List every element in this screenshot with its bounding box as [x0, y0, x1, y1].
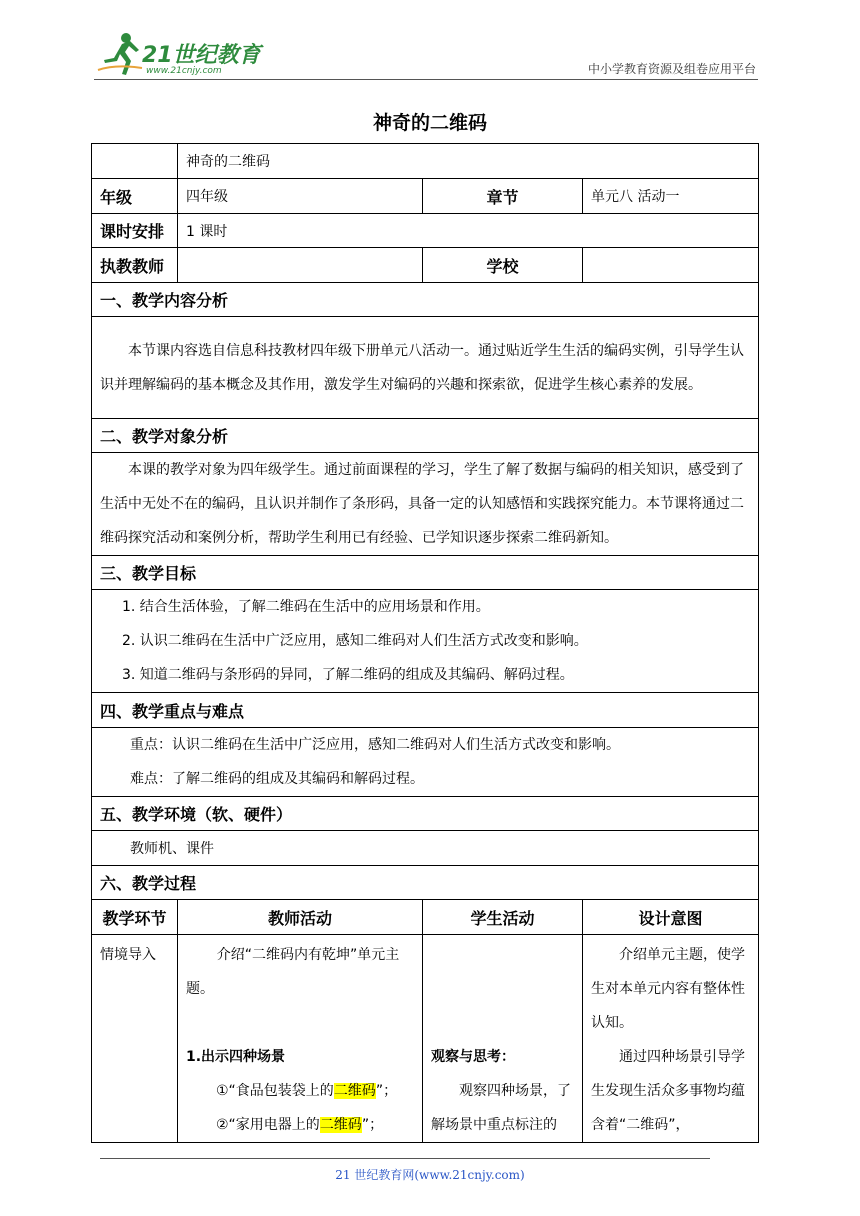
process-header-intent: 设计意图	[583, 900, 759, 935]
scene-item: ②“家用电器上的二维码”；	[216, 1117, 384, 1133]
chapter-value: 单元八 活动一	[583, 179, 759, 214]
footer-divider	[100, 1158, 710, 1159]
section-title-environment: 五、教学环境（软、硬件）	[92, 797, 759, 831]
highlight-qrcode: 二维码	[319, 1117, 362, 1133]
scene-item: ①“食品包装袋上的二维码”；	[216, 1083, 398, 1099]
chapter-label: 章节	[423, 179, 583, 214]
difficulty-text: 难点：了解二维码的组成及其编码和解码过程。	[130, 771, 424, 787]
goal-item: 1. 结合生活体验，了解二维码在生活中的应用场景和作用。	[122, 599, 490, 615]
stage-name: 情境导入	[92, 935, 178, 1143]
section-title-key-points: 四、教学重点与难点	[92, 693, 759, 728]
teacher-label: 执教教师	[92, 248, 178, 283]
key-points-cell	[92, 728, 759, 797]
process-header-teacher: 教师活动	[178, 900, 423, 935]
intent-text-1: 介绍单元主题，使学生对本单元内容有整体性认知。	[591, 947, 745, 1031]
student-analysis-text: 本课的教学对象为四年级学生。通过前面课程的学习，学生了解了数据与编码的相关知识，感受到了生活中无处不在的编码，且认识并制作了条形码，具备一定的认知感悟和实践探究能力。本节课将通过二维码探究活动和案例分析，帮助学生利用已有经验、已学知识逐步探索二维码新知。	[92, 453, 759, 556]
school-value	[583, 248, 759, 283]
environment-text: 教师机、课件	[92, 831, 759, 866]
logo-url: www.21cnjy.com	[146, 66, 222, 76]
topic-label-cell	[92, 144, 178, 179]
site-logo	[96, 30, 266, 80]
lesson-plan-table	[91, 143, 759, 1143]
section-title-content: 一、教学内容分析	[92, 283, 759, 317]
goal-item: 2. 认识二维码在生活中广泛应用，感知二维码对人们生活方式改变和影响。	[122, 633, 588, 649]
topic-row	[92, 144, 759, 179]
teacher-intro: 介绍“二维码内有乾坤”单元主题。	[186, 947, 400, 997]
teacher-value	[178, 248, 423, 283]
runner-logo-icon	[96, 30, 144, 78]
goals-cell	[92, 590, 759, 693]
section-title-goals: 三、教学目标	[92, 556, 759, 590]
section-title-students: 二、教学对象分析	[92, 419, 759, 453]
grade-value: 四年级	[178, 179, 423, 214]
process-row	[92, 935, 759, 1143]
topic-value: 神奇的二维码	[178, 144, 759, 179]
school-label: 学校	[423, 248, 583, 283]
process-header-stage: 教学环节	[92, 900, 178, 935]
goal-item: 3. 知道二维码与条形码的异同，了解二维码的组成及其编码、解码过程。	[122, 667, 574, 683]
grade-row	[92, 179, 759, 214]
teacher-activity-cell	[178, 935, 423, 1143]
student-heading: 观察与思考：	[431, 1049, 515, 1065]
key-point-text: 重点：认识二维码在生活中广泛应用，感知二维码对人们生活方式改变和影响。	[130, 737, 620, 753]
page-title: 神奇的二维码	[372, 112, 487, 134]
design-intent-cell	[583, 935, 759, 1143]
platform-name: 中小学教育资源及组卷应用平台	[587, 62, 756, 76]
student-activity-cell	[423, 935, 583, 1143]
process-header-student: 学生活动	[423, 900, 583, 935]
hours-value: 1 课时	[178, 214, 759, 248]
student-text: 观察四种场景，了解场景中重点标注的	[431, 1083, 571, 1133]
footer-link[interactable]: 21 世纪教育网(www.21cnjy.com)	[335, 1168, 525, 1182]
hours-label: 课时安排	[92, 214, 178, 248]
teacher-row	[92, 248, 759, 283]
hours-row	[92, 214, 759, 248]
process-header-row	[92, 900, 759, 935]
grade-label: 年级	[92, 179, 178, 214]
header-divider	[94, 79, 758, 80]
intent-text-2: 通过四种场景引导学生发现生活众多事物均蕴含着“二维码”，	[591, 1049, 745, 1133]
highlight-qrcode: 二维码	[333, 1083, 376, 1099]
content-analysis-text: 本节课内容选自信息科技教材四年级下册单元八活动一。通过贴近学生生活的编码实例，引导学生认识并理解编码的基本概念及其作用，激发学生对编码的兴趣和探索欲，促进学生核心素养的发展。	[92, 317, 759, 419]
teacher-show-heading: 1.出示四种场景	[186, 1049, 286, 1065]
section-title-process: 六、教学过程	[92, 866, 759, 900]
logo-text: 21世纪教育	[142, 43, 261, 68]
